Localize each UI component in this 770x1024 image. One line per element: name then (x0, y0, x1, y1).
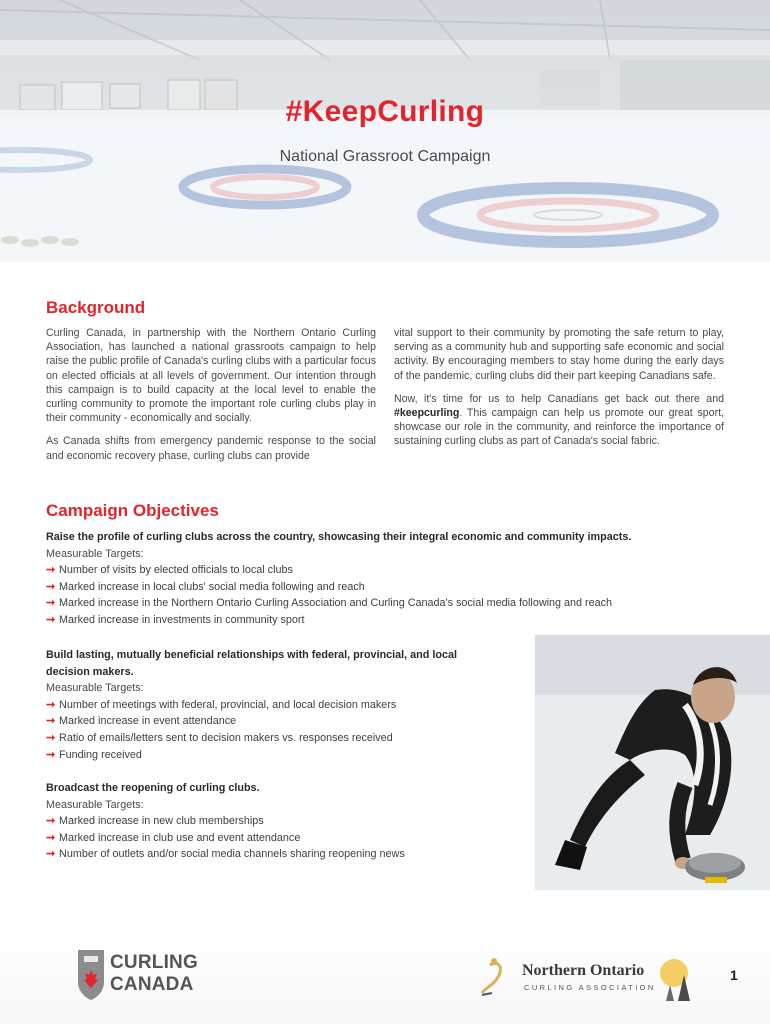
wordmark-line: CANADA (110, 974, 194, 995)
list-item (46, 713, 516, 730)
list-item-text: Marked increase in event attendance (59, 715, 237, 728)
wordmark-line: CURLING (110, 952, 198, 973)
arrow-right-icon: ➞ (46, 580, 56, 593)
measurable-targets-label: Measurable Targets: (46, 682, 144, 695)
list-item-text: Marked increase in the Northern Ontario Curling Association and Curling Canada's social media following and reach (59, 597, 613, 610)
list-item-text: Marked increase in club use and event attendance (59, 831, 301, 844)
targets-list (46, 813, 516, 863)
page-number: 1 (730, 967, 738, 983)
hashtag-keepcurling: #keepcurling (394, 407, 460, 420)
arrow-right-icon: ➞ (46, 731, 56, 744)
objective-group-3 (46, 780, 516, 863)
list-item-text: Ratio of emails/letters sent to decision makers vs. responses received (59, 731, 393, 744)
objective-group-1 (46, 529, 736, 629)
list-item-text: Marked increase in local clubs' social media following and reach (59, 580, 365, 593)
background-paragraph: As Canada shifts from emergency pandemic response to the social and economic recovery phase, curling clubs can provide (46, 435, 376, 462)
arrow-right-icon: ➞ (46, 831, 56, 844)
list-item (46, 830, 516, 847)
objective-group-2 (46, 647, 516, 763)
objectives-heading: Campaign Objectives (46, 501, 219, 520)
objective-lead-line: decision makers. (46, 665, 134, 678)
background-heading: Background (46, 298, 146, 317)
background-column-left (46, 326, 376, 472)
arrow-right-icon: ➞ (46, 815, 56, 828)
list-item (46, 730, 516, 747)
list-item-text: Number of meetings with federal, provincial, and local decision makers (59, 698, 397, 711)
list-item-text: Marked increase in investments in community sport (59, 613, 305, 626)
northern-ontario-wordmark: Northern Ontario (522, 962, 645, 979)
page-title: #KeepCurling (285, 95, 485, 128)
objective-lead: Raise the profile of curling clubs across the country, showcasing their integral economic and community impacts. (46, 531, 632, 543)
curling-rink-illustration (0, 0, 770, 262)
list-item-text: Number of outlets and/or social media channels sharing reopening news (59, 848, 405, 861)
arrow-right-icon: ➞ (46, 698, 56, 711)
hero-banner (0, 0, 770, 262)
background-column-right (394, 326, 724, 458)
list-item (46, 595, 736, 612)
objective-lead-line: Build lasting, mutually beneficial relationships with federal, provincial, and local (46, 649, 457, 661)
arrow-right-icon: ➞ (46, 715, 56, 728)
background-paragraph: vital support to their community by promoting the safe return to play, serving as a community hub and supporting safe economic and social activity. By encouraging members to stay home during the early days of the pandemic, curling clubs did their part keeping Canadians safe. (394, 327, 724, 382)
background-paragraph (394, 392, 724, 449)
measurable-targets-label: Measurable Targets: (46, 798, 144, 811)
curling-association-wordmark: CURLING ASSOCIATION (524, 983, 656, 992)
objective-lead (46, 647, 516, 680)
arrow-right-icon: ➞ (46, 748, 56, 761)
arrow-right-icon: ➞ (46, 848, 56, 861)
arrow-right-icon: ➞ (46, 564, 56, 577)
arrow-right-icon: ➞ (46, 597, 56, 610)
page-subtitle: National Grassroot Campaign (279, 148, 491, 165)
background-paragraph: Curling Canada, in partnership with the Northern Ontario Curling Association, has launched a national grassroots campaign to help raise the public profile of Canada's curling clubs with a particular focus on elected officials at all levels of government. Our intention through this campaign is to build capacity at the local level to enable the curling community to promote the important role curling clubs play in their community - economically and socially. (46, 327, 376, 425)
list-item (46, 562, 736, 579)
text-run: Now, it's time for us to help Canadians get back out there and (394, 392, 724, 405)
list-item (46, 612, 736, 629)
text-run: . This campaign can help us promote our great sport, showcase our role in the community, and reinforce the importance of sustaining curling clubs as part of Canada's social fabric. (394, 407, 724, 448)
targets-list (46, 697, 516, 763)
list-item (46, 747, 516, 764)
list-item (46, 579, 736, 596)
curling-canada-wordmark (110, 952, 198, 996)
objective-lead: Broadcast the reopening of curling clubs. (46, 782, 260, 794)
measurable-targets-label: Measurable Targets: (46, 547, 144, 560)
list-item (46, 846, 516, 863)
list-item-text: Funding received (59, 748, 142, 761)
curler-photo (535, 635, 770, 890)
list-item (46, 697, 516, 714)
curler-illustration (535, 635, 770, 890)
list-item (46, 813, 516, 830)
arrow-right-icon: ➞ (46, 613, 56, 626)
targets-list (46, 562, 736, 628)
list-item-text: Marked increase in new club memberships (59, 815, 264, 828)
list-item-text: Number of visits by elected officials to local clubs (59, 564, 293, 577)
